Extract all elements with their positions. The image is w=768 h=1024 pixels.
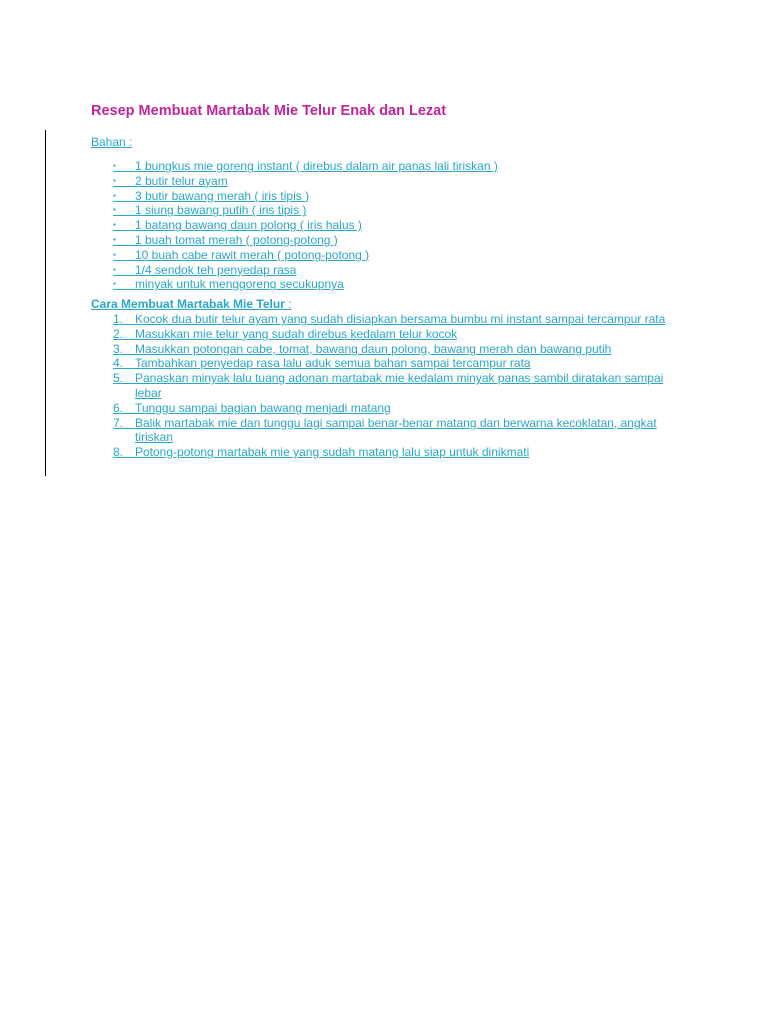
square-bullet-icon: ▪ bbox=[113, 161, 116, 170]
step-number: 1. bbox=[113, 312, 124, 326]
step-item[interactable] bbox=[91, 342, 691, 357]
step-number: 4. bbox=[113, 356, 124, 371]
step-item[interactable] bbox=[91, 327, 691, 342]
square-bullet-icon: ▪ bbox=[113, 205, 116, 215]
square-bullet-icon: ▪ bbox=[113, 234, 116, 244]
square-bullet-icon: ▪ bbox=[113, 249, 116, 259]
step-item[interactable] bbox=[91, 416, 691, 446]
step-number: 2. bbox=[113, 326, 124, 341]
step-text[interactable]: Kocok dua butir telur ayam yang sudah disiapkan bersama bumbu mi instant sampai tercampur rata bbox=[135, 312, 666, 326]
step-text[interactable]: Panaskan minyak lalu tuang adonan martabak mie kedalam minyak panas sambil diratakan sampai lebar bbox=[135, 371, 664, 400]
step-number: 5. bbox=[113, 371, 124, 386]
square-bullet-icon: ▪ bbox=[113, 264, 116, 274]
step-text[interactable]: Potong-potong martabak mie yang sudah matang lalu siap untuk dinikmati bbox=[135, 445, 530, 460]
step-item[interactable] bbox=[91, 312, 691, 327]
ingredient-text[interactable]: 1 bungkus mie goreng instant ( direbus dalam air panas lali tiriskan ) bbox=[135, 159, 498, 173]
step-item[interactable] bbox=[91, 445, 691, 460]
step-item[interactable] bbox=[91, 356, 691, 371]
step-number: 8. bbox=[113, 445, 124, 460]
number-underline bbox=[123, 354, 135, 355]
step-text[interactable]: Tambahkan penyedap rasa lalu aduk semua bahan sampai tercampur rata bbox=[135, 356, 531, 371]
ingredient-text[interactable]: 2 butir telur ayam bbox=[135, 173, 228, 188]
bullet-underline bbox=[113, 230, 135, 231]
bullet-underline bbox=[113, 215, 135, 216]
square-bullet-icon: ▪ bbox=[113, 279, 116, 289]
steps-heading-colon: : bbox=[284, 297, 292, 311]
number-underline bbox=[123, 339, 135, 340]
ingredient-text[interactable]: 1 batang bawang daun polong ( iris halus ) bbox=[135, 218, 362, 233]
bullet-underline bbox=[113, 201, 135, 202]
square-bullet-icon: ▪ bbox=[113, 190, 116, 200]
bullet-underline bbox=[113, 245, 135, 246]
step-text[interactable]: Masukkan mie telur yang sudah direbus kedalam telur kocok bbox=[135, 326, 458, 341]
ingredient-text[interactable]: minyak untuk menggoreng secukupnya bbox=[135, 277, 344, 292]
page-title: Resep Membuat Martabak Mie Telur Enak dan Lezat bbox=[91, 103, 447, 119]
number-underline bbox=[123, 368, 135, 369]
step-number: 6. bbox=[113, 400, 124, 415]
steps-heading-text[interactable]: Cara Membuat Martabak Mie Telur bbox=[91, 297, 285, 311]
step-item[interactable] bbox=[91, 371, 691, 401]
number-underline bbox=[123, 383, 135, 384]
ingredient-text[interactable]: 10 buah cabe rawit merah ( potong-potong ) bbox=[135, 247, 370, 262]
number-underline bbox=[123, 413, 135, 414]
bullet-underline bbox=[113, 275, 135, 276]
ingredients-heading[interactable]: Bahan : bbox=[91, 135, 133, 149]
step-number: 7. bbox=[113, 415, 124, 430]
bullet-underline bbox=[113, 289, 135, 290]
step-text[interactable]: Masukkan potongan cabe, tomat, bawang daun polong, bawang merah dan bawang putih bbox=[135, 341, 612, 356]
step-text[interactable]: Tunggu sampai bagian bawang menjadi matang bbox=[135, 400, 391, 415]
number-underline bbox=[123, 457, 135, 458]
ingredient-text[interactable]: 1 buah tomat merah ( potong-potong ) bbox=[135, 232, 338, 247]
bullet-underline bbox=[113, 171, 135, 172]
ingredient-text[interactable]: 3 butir bawang merah ( iris tipis ) bbox=[135, 188, 310, 203]
bullet-underline bbox=[113, 260, 135, 261]
step-item[interactable] bbox=[91, 401, 691, 416]
steps-list bbox=[91, 312, 691, 460]
number-underline bbox=[123, 324, 135, 325]
steps-heading[interactable] bbox=[91, 297, 292, 311]
square-bullet-icon: ▪ bbox=[113, 175, 116, 185]
square-bullet-icon: ▪ bbox=[113, 220, 116, 230]
ingredient-text[interactable]: 1/4 sendok teh penyedap rasa bbox=[135, 262, 297, 277]
step-number: 3. bbox=[113, 341, 124, 356]
margin-change-bar bbox=[45, 130, 46, 476]
step-text[interactable]: Balik martabak mie dan tunggu lagi sampai benar-benar matang dan berwarna kecoklatan, angkat tiriskan bbox=[135, 415, 657, 445]
ingredient-text[interactable]: 1 siung bawang putih ( iris tipis ) bbox=[135, 203, 307, 218]
number-underline bbox=[123, 428, 135, 429]
bullet-underline bbox=[113, 186, 135, 187]
